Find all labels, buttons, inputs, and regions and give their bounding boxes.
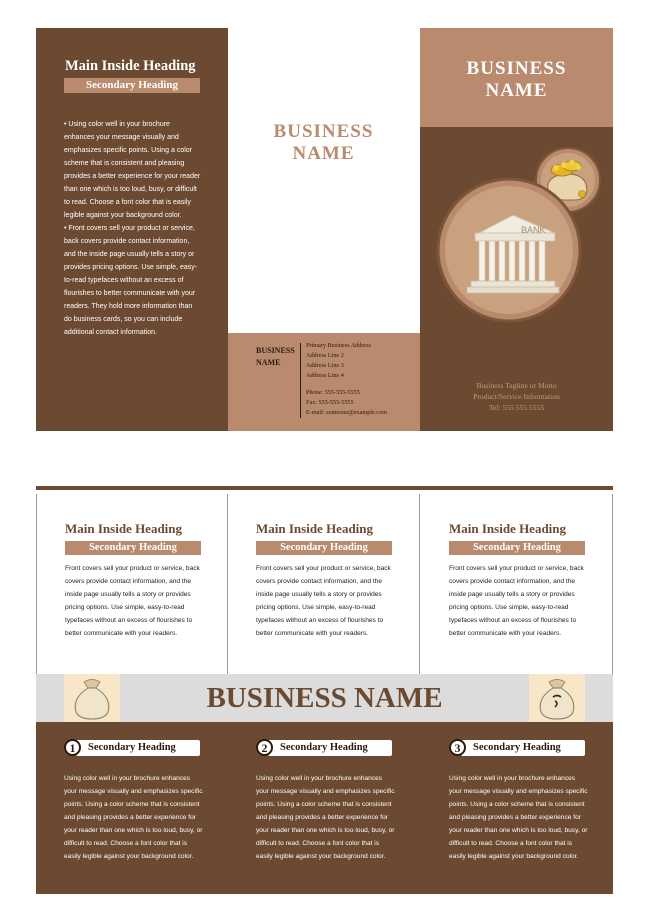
- business-name-title: [420, 58, 613, 102]
- brochure-inside-sheet: [36, 486, 613, 890]
- business-name-banner: [36, 674, 613, 722]
- numbered-heading-label: Secondary Heading: [280, 742, 368, 753]
- numbered-heading-1: [64, 740, 202, 756]
- title-line: BUSINESS: [273, 121, 374, 142]
- brochure-outside-sheet: [36, 28, 613, 431]
- right-panel: [420, 28, 613, 431]
- panel-main-heading: Main Inside Heading: [65, 58, 196, 74]
- right-panel-header: [420, 28, 613, 127]
- bank-icon: [435, 175, 583, 325]
- cover-area: [232, 33, 415, 333]
- contact-business-name: [256, 345, 301, 369]
- contact-name-line: NAME: [256, 358, 281, 367]
- numbered-sections: [36, 722, 613, 894]
- numbered-body-text: Using color well in your brochure enhances your message visually and emphasizes specific points. Using a color scheme that is consistent and pleasing provides a better experience for your reader than one which is too loud, busy, or difficult to read. Choose a font color that is easily legible against your background color.: [64, 775, 203, 860]
- numbered-heading-label: Secondary Heading: [473, 742, 561, 753]
- numbered-heading-label: Secondary Heading: [88, 742, 176, 753]
- email-line: E-mail: someone@example.com: [306, 409, 387, 416]
- panel-body-text: [64, 118, 201, 339]
- contact-name-line: BUSINESS: [256, 346, 295, 355]
- left-panel: [36, 28, 228, 431]
- business-name-title: [232, 121, 415, 165]
- column-2: [228, 494, 420, 674]
- address-line: Address Line 2: [306, 352, 344, 359]
- contact-divider: [300, 343, 301, 418]
- tel-text: Tel: 555 555 5555: [488, 403, 545, 412]
- column-secondary-heading: Secondary Heading: [65, 541, 201, 555]
- column-body-text: Front covers sell your product or service, back covers provide contact information, and the inside page usually tells a story or provides pricing options. Use simple, easy-to-read typefaces without an excess of flourishes to better communicate with your readers.: [65, 565, 200, 637]
- address-line: Primary Business Address: [306, 342, 371, 349]
- column-body-text: Front covers sell your product or service, back covers provide contact information, and the inside page usually tells a story or provides pricing options. Use simple, easy-to-read typefaces without an excess of flourishes to better communicate with your readers.: [449, 565, 584, 637]
- money-bag-icon: [529, 674, 585, 722]
- numbered-body-text: Using color well in your brochure enhances your message visually and emphasizes specific points. Using a color scheme that is consistent and pleasing provides a better experience for your reader than one which is too loud, busy, or difficult to read. Choose a font color that is easily legible against your background color.: [256, 775, 395, 860]
- contact-box: [228, 333, 420, 431]
- numbered-heading-3: [449, 740, 587, 756]
- column-secondary-heading: Secondary Heading: [449, 541, 585, 555]
- banner-business-name: BUSINESS NAME: [206, 682, 443, 714]
- column-main-heading: Main Inside Heading: [256, 521, 374, 536]
- column-3: [420, 494, 613, 674]
- bank-sign: BANK: [521, 225, 546, 235]
- numbered-heading-2: [256, 740, 394, 756]
- column-main-heading: Main Inside Heading: [65, 521, 183, 536]
- panel-secondary-heading: Secondary Heading: [64, 78, 200, 93]
- middle-panel: [228, 28, 420, 431]
- column-1: [36, 494, 228, 674]
- numbered-body-text: Using color well in your brochure enhances your message visually and emphasizes specific points. Using a color scheme that is consistent and pleasing provides a better experience for your reader than one which is too loud, busy, or difficult to read. Choose a font color that is easily legible against your background color.: [449, 775, 588, 860]
- title-line: NAME: [485, 80, 548, 101]
- tagline-block: [420, 380, 613, 413]
- title-line: BUSINESS: [466, 58, 567, 79]
- address-line: Address Line 4: [306, 372, 344, 379]
- phone-line: Phone: 555-555-5555: [306, 389, 360, 396]
- column-main-heading: Main Inside Heading: [449, 521, 567, 536]
- fax-line: Fax: 555-555-5555: [306, 399, 354, 406]
- service-text: Product/Service Information: [473, 392, 560, 401]
- column-secondary-heading: Secondary Heading: [256, 541, 392, 555]
- bullet-paragraph: • Using color well in your brochure enhances your message visually and emphasizes specific points. Using a color scheme that is consistent and pleasing provides a better experience for your reader than one which is too loud, busy, or difficult to read. Choose a font color that is easily legible against your background color.: [64, 121, 201, 219]
- tagline-text: Business Tagline or Motto: [476, 381, 557, 390]
- address-line: Address Line 3: [306, 362, 344, 369]
- contact-details: [306, 341, 416, 418]
- number-badge: 1: [64, 739, 81, 756]
- number-badge: 3: [449, 739, 466, 756]
- title-line: NAME: [292, 143, 355, 164]
- column-body-text: Front covers sell your product or service, back covers provide contact information, and the inside page usually tells a story or provides pricing options. Use simple, easy-to-read typefaces without an excess of flourishes to better communicate with your readers.: [256, 565, 391, 637]
- bullet-paragraph: • Front covers sell your product or service, back covers provide contact information, and the inside page usually tells a story or provides pricing options. Use simple, easy-to-read typefaces without an excess of flourishes to better communicate with your readers. They hold more information than do business cards, so you can include additional contact information.: [64, 225, 198, 336]
- number-badge: 2: [256, 739, 273, 756]
